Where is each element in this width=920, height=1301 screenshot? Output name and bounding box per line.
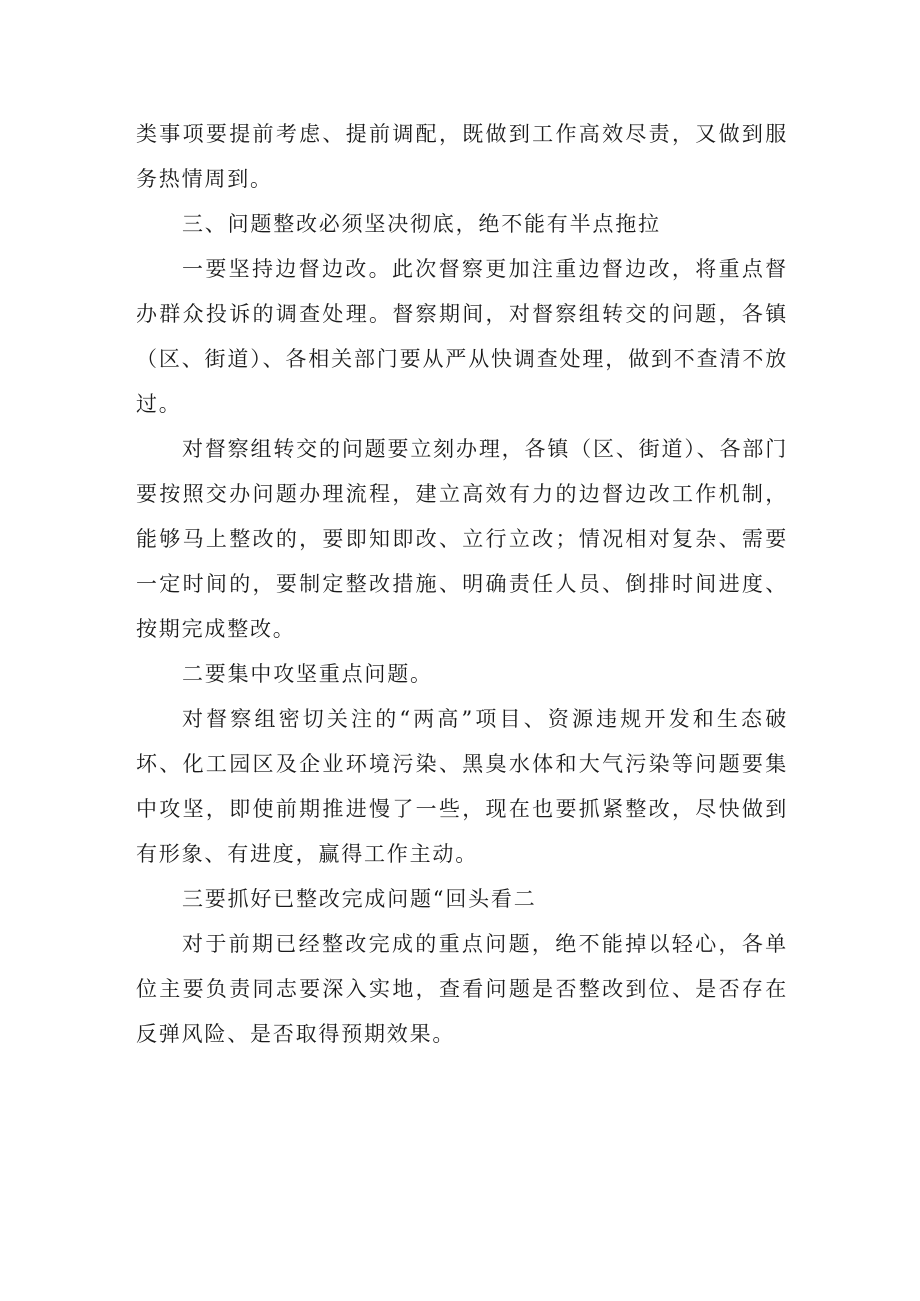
paragraph: 对督察组转交的问题要立刻办理，各镇（区、街道）、各部门要按照交办问题办理流程，建立高效有力的边督边改工作机制，能够马上整改的，要即知即改、立行立改；情况相对复杂、需要一定时间的，要制定整改措施、明确责任人员、倒排时间进度、按期完成整改。 (136, 437, 788, 641)
subheading: 三要抓好已整改完成问题“回头看二 (182, 887, 537, 911)
section-heading: 三、问题整改必须坚决彻底，绝不能有半点拖拉 (182, 212, 661, 236)
document-body (136, 112, 788, 1057)
paragraph: 对督察组密切关注的“两高”项目、资源违规开发和生态破坏、化工园区及企业环境污染、黑臭水体和大气污染等问题要集中攻坚，即使前期推进慢了一些，现在也要抓紧整改，尽快做到有形象、有进度，赢得工作主动。 (136, 707, 788, 866)
paragraph: 一要坚持边督边改。此次督察更加注重边督边改，将重点督办群众投诉的调查处理。督察期间，对督察组转交的问题，各镇（区、街道）、各相关部门要从严从快调查处理，做到不查清不放过。 (136, 257, 788, 416)
paragraph-continuation: 类事项要提前考虑、提前调配，既做到工作高效尽责，又做到服务热情周到。 (136, 122, 788, 191)
paragraph: 对于前期已经整改完成的重点问题，绝不能掉以轻心，各单位主要负责同志要深入实地，查看问题是否整改到位、是否存在反弹风险、是否取得预期效果。 (136, 932, 788, 1046)
subheading: 二要集中攻坚重点问题。 (182, 662, 433, 686)
